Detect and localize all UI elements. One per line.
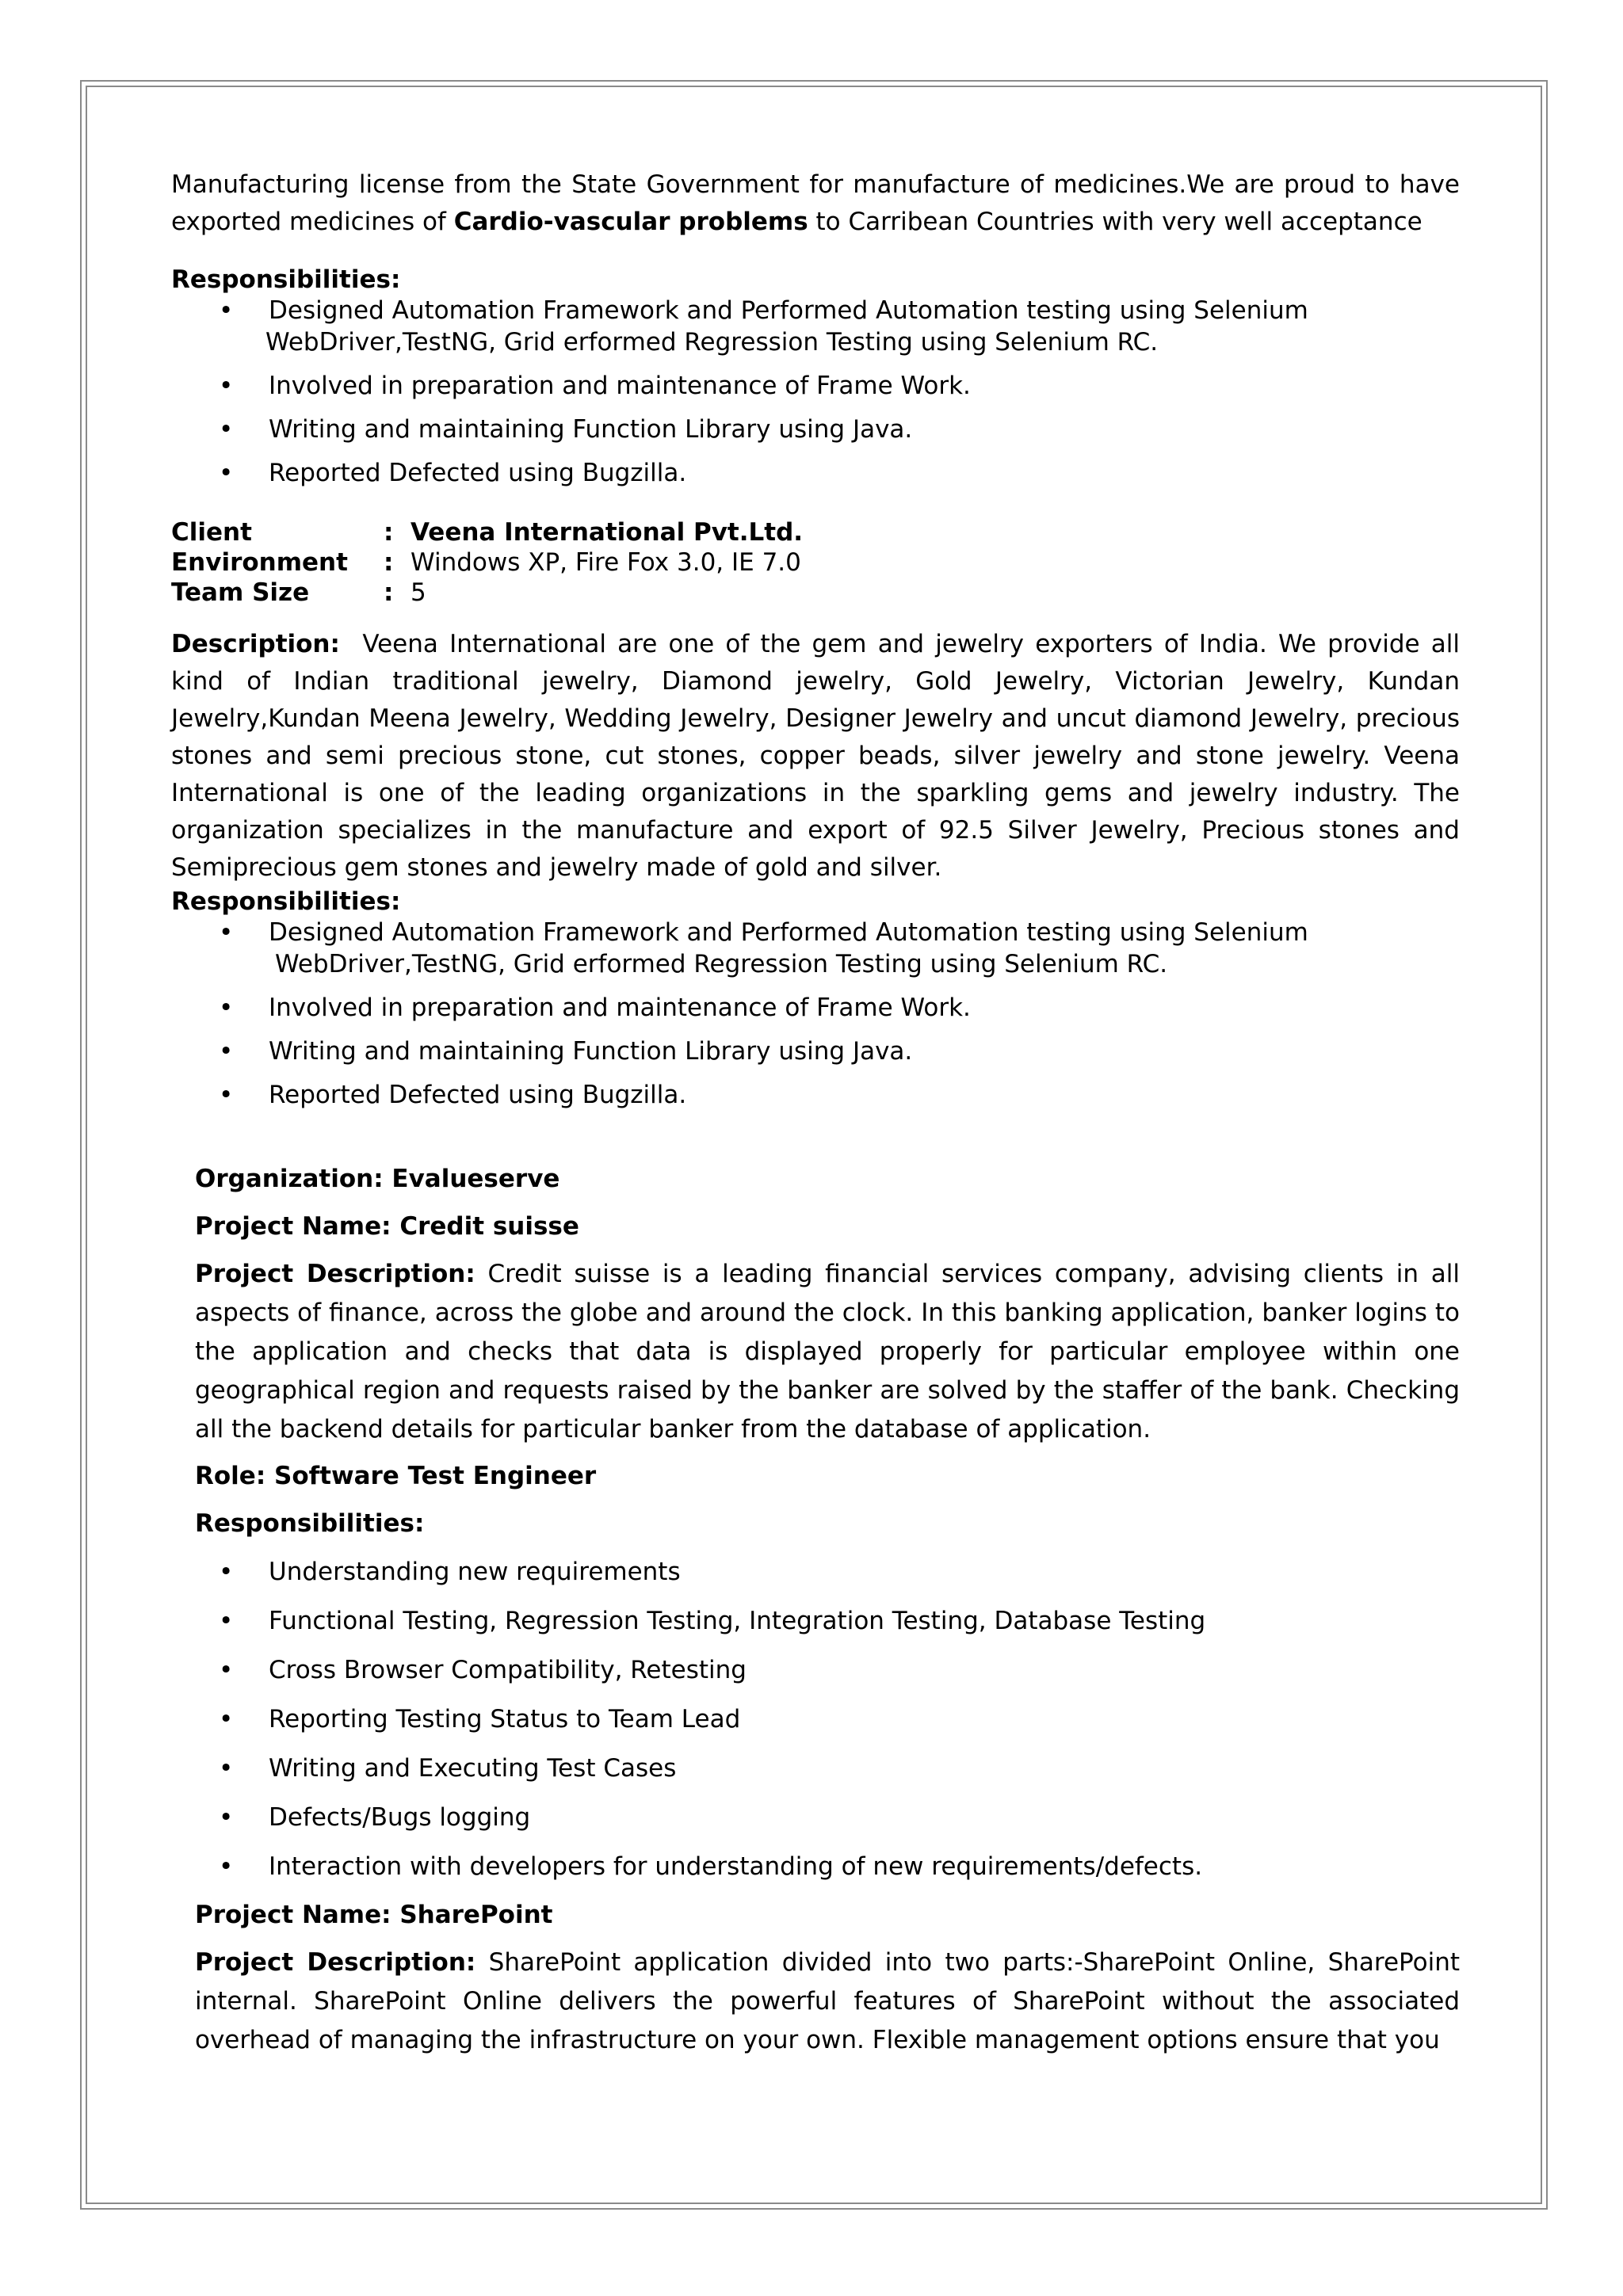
list-item	[171, 1695, 1460, 1744]
colon: :	[384, 548, 394, 577]
evalueserve-section	[195, 1160, 1460, 2060]
list-item	[171, 457, 1460, 489]
intro-text-before: Manufacturing license from the State Government for manufacture of medicines.We are proud to have exported medicines of	[171, 170, 1460, 236]
list-item-text: Designed Automation Framework and Performed Automation testing using Selenium	[269, 296, 1308, 325]
colon: :	[384, 518, 394, 547]
bullet-icon: •	[219, 1037, 234, 1066]
bullet-icon: •	[219, 372, 234, 400]
bullet-icon: •	[219, 1607, 234, 1635]
responsibilities-heading-1: Responsibilities:	[171, 265, 401, 294]
list-item	[171, 370, 1460, 402]
list-item	[171, 1646, 1460, 1695]
list-item-text: Involved in preparation and maintenance of Frame Work.	[269, 372, 971, 400]
client-label: Client	[171, 518, 252, 547]
list-item-text-continued: WebDriver,TestNG, Grid erformed Regression Testing using Selenium RC.	[275, 950, 1168, 978]
environment-value: Windows XP, Fire Fox 3.0, IE 7.0	[411, 548, 801, 577]
bullet-icon: •	[219, 296, 234, 325]
list-item	[171, 992, 1460, 1024]
bullet-icon: •	[219, 1705, 234, 1733]
description-label: Description:	[171, 630, 340, 658]
project-description-text: SharePoint application divided into two parts:-SharePoint Online, SharePoint internal. SharePoint Online delivers the powerful features of SharePoint without the associated overhead of managing the infrastructure on your own. Flexible management options ensure that you	[195, 1948, 1461, 2054]
list-item-text: Writing and maintaining Function Library using Java.	[269, 415, 913, 444]
list-item-text: Interaction with developers for understanding of new requirements/defects.	[269, 1852, 1203, 1881]
responsibilities-list-3	[171, 1547, 1460, 1891]
bullet-icon: •	[219, 1803, 234, 1832]
list-item-text: Functional Testing, Regression Testing, Integration Testing, Database Testing	[269, 1607, 1206, 1635]
client-value: Veena International Pvt.Ltd.	[411, 518, 804, 547]
list-item	[171, 1596, 1460, 1646]
bullet-icon: •	[219, 918, 234, 947]
project-description-label: Project Description:	[195, 1260, 475, 1288]
project-description-credit-suisse	[195, 1255, 1460, 1449]
bullet-icon: •	[219, 1081, 234, 1109]
list-item	[171, 1793, 1460, 1842]
team-size-value: 5	[411, 578, 426, 607]
list-item	[171, 414, 1460, 445]
list-item	[171, 1035, 1460, 1067]
project-name-credit-suisse: Project Name: Credit suisse	[195, 1212, 579, 1241]
list-item-text: Writing and maintaining Function Library using Java.	[269, 1037, 913, 1066]
intro-bold-text: Cardio-vascular problems	[453, 208, 808, 236]
organization-heading: Organization: Evalueserve	[195, 1165, 560, 1193]
list-item-text: Cross Browser Compatibility, Retesting	[269, 1656, 747, 1684]
list-item-text: Understanding new requirements	[269, 1558, 681, 1586]
bullet-icon: •	[219, 1656, 234, 1684]
list-item	[171, 917, 1460, 980]
list-item-text: Reported Defected using Bugzilla.	[269, 459, 687, 487]
team-size-label: Team Size	[171, 578, 310, 607]
team-size-row	[171, 578, 1460, 608]
list-item-text: Designed Automation Framework and Performed Automation testing using Selenium	[269, 918, 1308, 947]
project-name-sharepoint: Project Name: SharePoint	[195, 1901, 553, 1929]
client-row	[171, 517, 1460, 547]
responsibilities-heading-2: Responsibilities:	[171, 887, 401, 916]
resume-page-content	[171, 166, 1460, 2060]
intro-text-after: to Carribean Countries with very well acceptance	[808, 208, 1423, 236]
description-text: Veena International are one of the gem and jewelry exporters of India. We provide all kind of Indian traditional jewelry, Diamond jewelry, Gold Jewelry, Victorian Jewelry, Kundan Jewelry,Kundan Meena Jewelry, Wedding Jewelry, Designer Jewelry and uncut diamond Jewelry, precious stones and semi precious stone, cut stones, copper beads, silver jewelry and stone jewelry. Veena International is one of the leading organizations in the sparkling gems and jewelry industry. The organization specializes in the manufacture and export of 92.5 Silver Jewelry, Precious stones and Semiprecious gem stones and jewelry made of gold and silver.	[171, 630, 1460, 882]
list-item	[171, 295, 1460, 358]
project-info-block	[171, 517, 1460, 608]
list-item-text-continued: WebDriver,TestNG, Grid erformed Regression Testing using Selenium RC.	[265, 328, 1159, 357]
project-description-label: Project Description:	[195, 1948, 476, 1977]
bullet-icon: •	[219, 415, 234, 444]
list-item	[171, 1547, 1460, 1596]
description-paragraph	[171, 626, 1460, 887]
list-item-text: Involved in preparation and maintenance of Frame Work.	[269, 994, 971, 1022]
responsibilities-list-2	[171, 917, 1460, 1111]
environment-row	[171, 547, 1460, 578]
responsibilities-heading-3: Responsibilities:	[195, 1509, 425, 1538]
list-item	[171, 1079, 1460, 1111]
list-item-text: Reported Defected using Bugzilla.	[269, 1081, 687, 1109]
responsibilities-list-1	[171, 295, 1460, 489]
colon: :	[384, 578, 394, 607]
bullet-icon: •	[219, 1558, 234, 1586]
list-item-text: Writing and Executing Test Cases	[269, 1754, 677, 1783]
environment-label: Environment	[171, 548, 348, 577]
list-item	[171, 1744, 1460, 1793]
list-item-text: Reporting Testing Status to Team Lead	[269, 1705, 741, 1733]
bullet-icon: •	[219, 459, 234, 487]
bullet-icon: •	[219, 1754, 234, 1783]
list-item	[171, 1842, 1460, 1891]
project-description-text: Credit suisse is a leading financial services company, advising clients in all aspects of finance, across the globe and around the clock. In this banking application, banker logins to the application and checks that data is displayed properly for particular employee within one geographical region and requests raised by the banker are solved by the staffer of the bank. Checking all the backend details for particular banker from the database of application.	[195, 1260, 1460, 1444]
list-item-text: Defects/Bugs logging	[269, 1803, 531, 1832]
intro-paragraph	[171, 166, 1460, 241]
role-heading: Role: Software Test Engineer	[195, 1462, 597, 1490]
bullet-icon: •	[219, 994, 234, 1022]
project-description-sharepoint	[195, 1943, 1460, 2060]
bullet-icon: •	[219, 1852, 234, 1881]
